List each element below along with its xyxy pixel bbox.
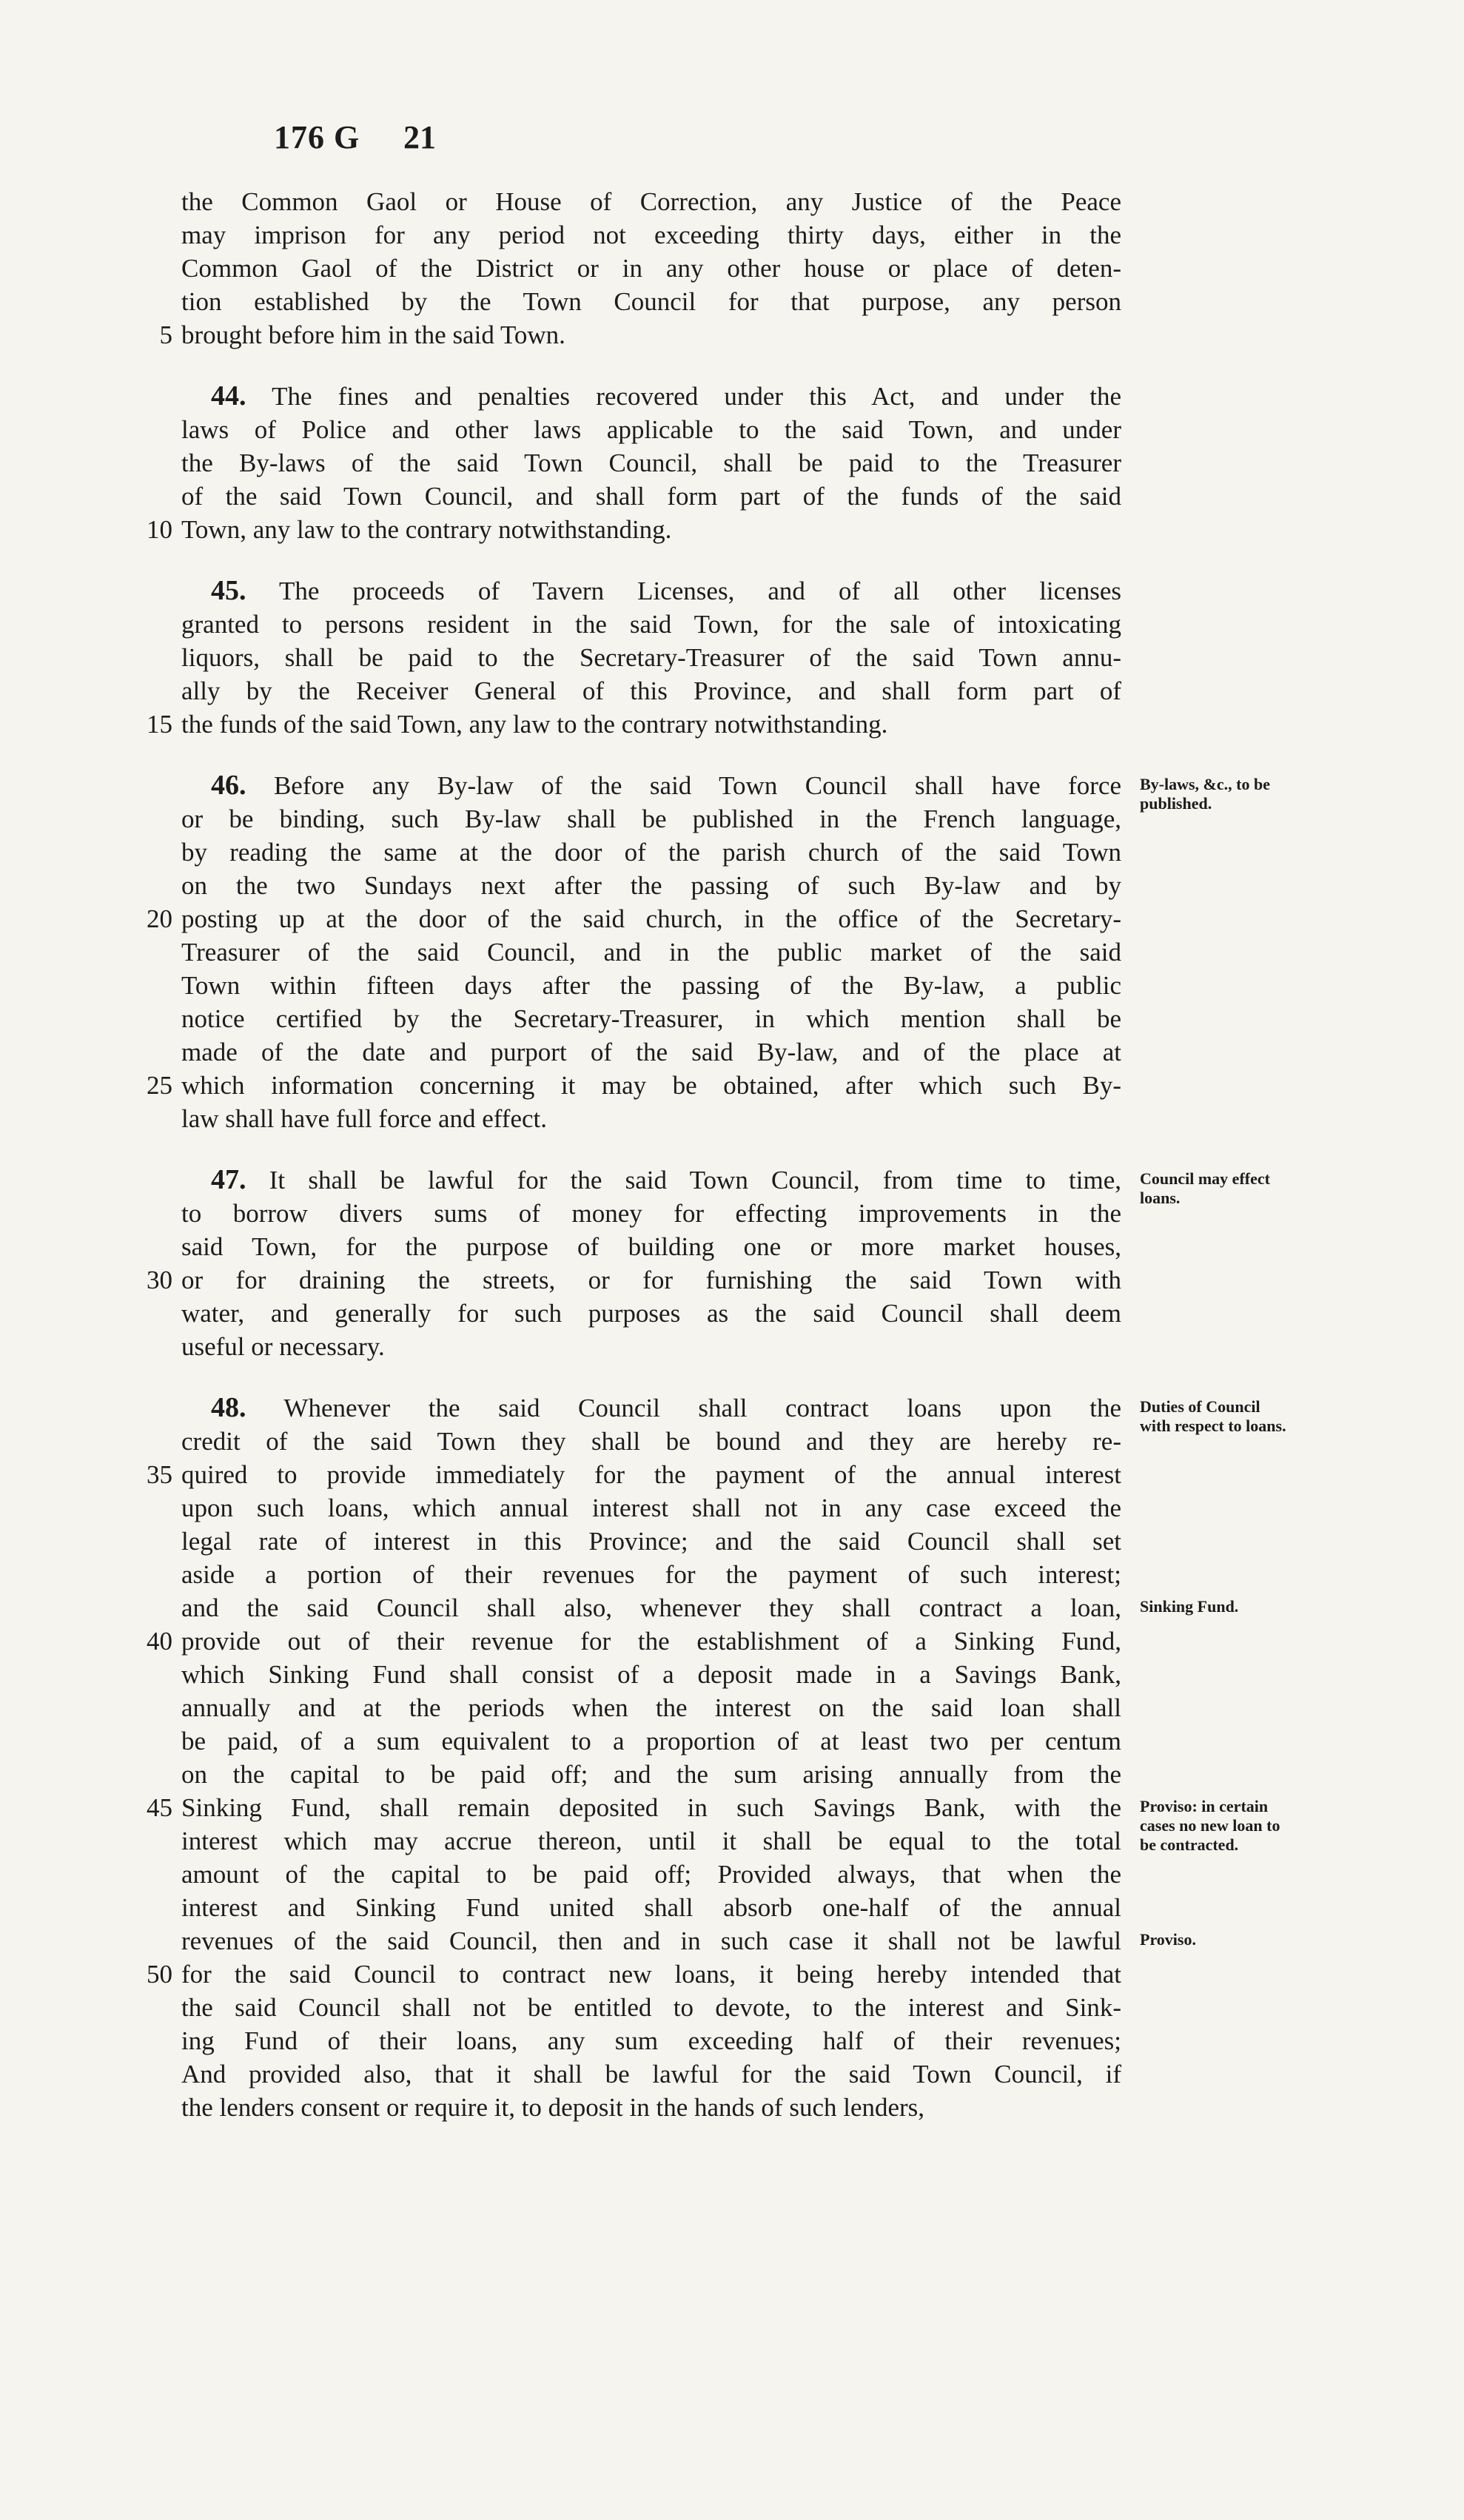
text-line (181, 218, 1121, 252)
text-line (181, 1102, 1121, 1135)
line-text: Town, any law to the contrary notwithstanding. (181, 515, 672, 544)
text-line (181, 285, 1121, 318)
page-header (0, 118, 1464, 163)
line-text: amount of the capital to be paid off; Provided always, that when the (181, 1860, 1121, 1889)
line-text: the lenders consent or require it, to deposit in the hands of such lenders, (181, 2093, 925, 2122)
paragraph-gap (181, 741, 1121, 769)
line-text: useful or necessary. (181, 1332, 385, 1361)
line-text: on the two Sundays next after the passing of such By-law and by (181, 871, 1121, 900)
section-48 (147, 1391, 1121, 2124)
line-text: water, and generally for such purposes as the said Council shall deem (181, 1299, 1121, 1328)
text-line (147, 513, 1121, 546)
folio-number: 176 G (274, 119, 360, 155)
text-line (181, 2057, 1121, 2091)
line-number: 50 (147, 1960, 172, 1989)
line-number: 40 (147, 1627, 172, 1656)
paragraph-continuation (159, 185, 1121, 352)
line-number: 5 (159, 320, 172, 349)
text-line (181, 1658, 1121, 1691)
text-line (181, 380, 1121, 413)
line-text: credit of the said Town they shall be bound and they are hereby re- (181, 1427, 1121, 1456)
line-text: It shall be lawful for the said Town Council, from time to time, (269, 1166, 1121, 1195)
text-line (147, 1263, 1121, 1297)
line-text: may imprison for any period not exceeding thirty days, either in the (181, 221, 1121, 249)
line-text: Town within fifteen days after the passing of the By-law, a public (181, 971, 1121, 1000)
text-line (147, 1458, 1121, 1491)
line-text: And provided also, that it shall be lawful for the said Town Council, if (181, 2060, 1121, 2089)
line-text: on the capital to be paid off; and the sum arising annually from the (181, 1760, 1121, 1789)
line-text: revenues of the said Council, then and in such case it shall not be lawful (181, 1926, 1121, 1955)
text-line (181, 1891, 1121, 1924)
line-text: by reading the same at the door of the parish church of the said Town (181, 838, 1121, 867)
margin-note: By-laws, &c., to be published. (1140, 775, 1270, 813)
text-line (181, 869, 1121, 902)
margin-note: Sinking Fund. (1140, 1597, 1239, 1616)
text-line (181, 641, 1121, 674)
line-text: the Common Gaol or House of Correction, any Justice of the Peace (181, 187, 1121, 216)
text-line (181, 1163, 1121, 1197)
text-line (181, 1425, 1121, 1458)
line-text: law shall have full force and effect. (181, 1104, 547, 1133)
line-text: tion established by the Town Council for that purpose, any person (181, 287, 1121, 316)
line-number: 15 (147, 710, 172, 739)
text-line (147, 1069, 1121, 1102)
line-text: notice certified by the Secretary-Treasurer, in which mention shall be (181, 1004, 1121, 1033)
line-text: Before any By-law of the said Town Council shall have force (273, 771, 1122, 800)
paragraph-gap (181, 1135, 1121, 1163)
text-line (181, 674, 1121, 708)
line-text: of the said Town Council, and shall form part of the funds of the said (181, 482, 1121, 511)
line-text: the funds of the said Town, any law to the contrary notwithstanding. (181, 710, 888, 739)
text-line (147, 708, 1121, 741)
margin-note: Proviso: in certain cases no new loan to be contracted. (1140, 1797, 1280, 1854)
text-line (181, 1035, 1121, 1069)
text-line (181, 413, 1121, 446)
text-line (147, 1958, 1121, 1991)
section-number: 47. (211, 1164, 246, 1195)
text-line (181, 574, 1121, 608)
line-text: which Sinking Fund shall consist of a deposit made in a Savings Bank, (181, 1660, 1121, 1689)
line-text: aside a portion of their revenues for the payment of such interest; (181, 1560, 1121, 1589)
margin-note: Council may effect loans. (1140, 1169, 1270, 1207)
line-text: interest which may accrue thereon, until it shall be equal to the total (181, 1827, 1121, 1855)
line-text: to borrow divers sums of money for effecting improvements in the (181, 1199, 1121, 1228)
line-text: annually and at the periods when the interest on the said loan shall (181, 1693, 1121, 1722)
line-text: Whenever the said Council shall contract loans upon the (283, 1394, 1121, 1422)
line-number: 45 (147, 1793, 172, 1822)
line-text: The proceeds of Tavern Licenses, and of all other licenses (278, 577, 1121, 605)
section-number: 48. (211, 1392, 246, 1423)
line-text: the By-laws of the said Town Council, shall be paid to the Treasurer (181, 448, 1121, 477)
text-line (181, 1991, 1121, 2024)
line-text: or be binding, such By-law shall be published in the French language, (181, 804, 1121, 833)
text-line (181, 1330, 1121, 1363)
line-text: interest and Sinking Fund united shall absorb one-half of the annual (181, 1893, 1121, 1922)
line-number: 25 (147, 1071, 172, 1100)
line-text: posting up at the door of the said church, in the office of the Secretary- (181, 904, 1121, 933)
text-line (181, 1558, 1121, 1591)
margin-note: Duties of Council with respect to loans. (1140, 1397, 1286, 1435)
section-number: 46. (211, 770, 246, 801)
paragraph-gap (181, 1363, 1121, 1391)
line-text: brought before him in the said Town. (181, 320, 565, 349)
text-line (181, 185, 1121, 218)
line-text: which information concerning it may be obtained, after which such By- (181, 1071, 1121, 1100)
text-line (181, 802, 1121, 836)
line-text: quired to provide immediately for the payment of the annual interest (181, 1460, 1121, 1489)
text-line (181, 1824, 1121, 1858)
line-text: ing Fund of their loans, any sum exceeding half of their revenues; (181, 2026, 1121, 2055)
margin-note: Proviso. (1140, 1930, 1196, 1949)
text-line (147, 1791, 1121, 1824)
text-line (181, 480, 1121, 513)
section-45 (147, 574, 1121, 741)
text-line (181, 1491, 1121, 1525)
text-line (181, 1297, 1121, 1330)
line-text: and the said Council shall also, whenever they shall contract a loan, (181, 1593, 1121, 1622)
line-number: 35 (147, 1460, 172, 1489)
text-line (181, 969, 1121, 1002)
line-text: Common Gaol of the District or in any other house or place of deten- (181, 254, 1121, 283)
text-line (181, 1924, 1121, 1958)
text-line (181, 1002, 1121, 1035)
line-text: ally by the Receiver General of this Province, and shall form part of (181, 676, 1121, 705)
text-line (159, 318, 1121, 352)
text-line (181, 1591, 1121, 1624)
text-line (147, 902, 1121, 935)
line-text: or for draining the streets, or for furnishing the said Town with (181, 1266, 1121, 1294)
text-line (181, 935, 1121, 969)
section-46 (147, 769, 1122, 1135)
line-text: The fines and penalties recovered under this Act, and under the (272, 382, 1121, 411)
text-line (181, 836, 1121, 869)
text-line (181, 2024, 1121, 2057)
line-text: be paid, of a sum equivalent to a proportion of at least two per centum (181, 1727, 1121, 1755)
line-text: made of the date and purport of the said By-law, and of the place at (181, 1038, 1121, 1066)
text-line (181, 608, 1121, 641)
text-line (181, 2091, 1121, 2124)
line-text: for the said Council to contract new loans, it being hereby intended that (181, 1960, 1121, 1989)
paragraph-gap (181, 352, 1121, 380)
body-text (147, 185, 1122, 2124)
text-line (181, 1691, 1121, 1724)
line-text: Treasurer of the said Council, and in the public market of the said (181, 938, 1121, 967)
section-number: 45. (211, 575, 246, 606)
text-line (181, 1724, 1121, 1758)
section-number: 44. (211, 380, 246, 411)
text-line (181, 1197, 1121, 1230)
line-text: granted to persons resident in the said Town, for the sale of intoxicating (181, 610, 1121, 639)
line-text: provide out of their revenue for the establishment of a Sinking Fund, (181, 1627, 1121, 1656)
line-number: 10 (147, 515, 172, 544)
line-text: laws of Police and other laws applicable to the said Town, and under (181, 415, 1121, 444)
text-line (181, 1230, 1121, 1263)
section-44 (147, 380, 1121, 546)
line-text: legal rate of interest in this Province; and the said Council shall set (181, 1527, 1121, 1556)
line-text: Sinking Fund, shall remain deposited in such Savings Bank, with the (181, 1793, 1121, 1822)
text-line (181, 1391, 1121, 1425)
line-number: 30 (147, 1266, 172, 1294)
text-line (181, 446, 1121, 480)
text-line (147, 1624, 1121, 1658)
text-line (181, 769, 1121, 802)
section-47 (147, 1163, 1121, 1363)
text-line (181, 1525, 1121, 1558)
line-number: 20 (147, 904, 172, 933)
line-text: said Town, for the purpose of building one or more market houses, (181, 1232, 1121, 1261)
line-text: the said Council shall not be entitled to devote, to the interest and Sink- (181, 1993, 1121, 2022)
line-text: upon such loans, which annual interest shall not in any case exceed the (181, 1493, 1121, 1522)
page-number: 21 (403, 119, 436, 155)
paragraph-gap (181, 546, 1121, 574)
line-text: liquors, shall be paid to the Secretary-Treasurer of the said Town annu- (181, 643, 1121, 672)
text-line (181, 1858, 1121, 1891)
text-line (181, 252, 1121, 285)
text-line (181, 1758, 1121, 1791)
